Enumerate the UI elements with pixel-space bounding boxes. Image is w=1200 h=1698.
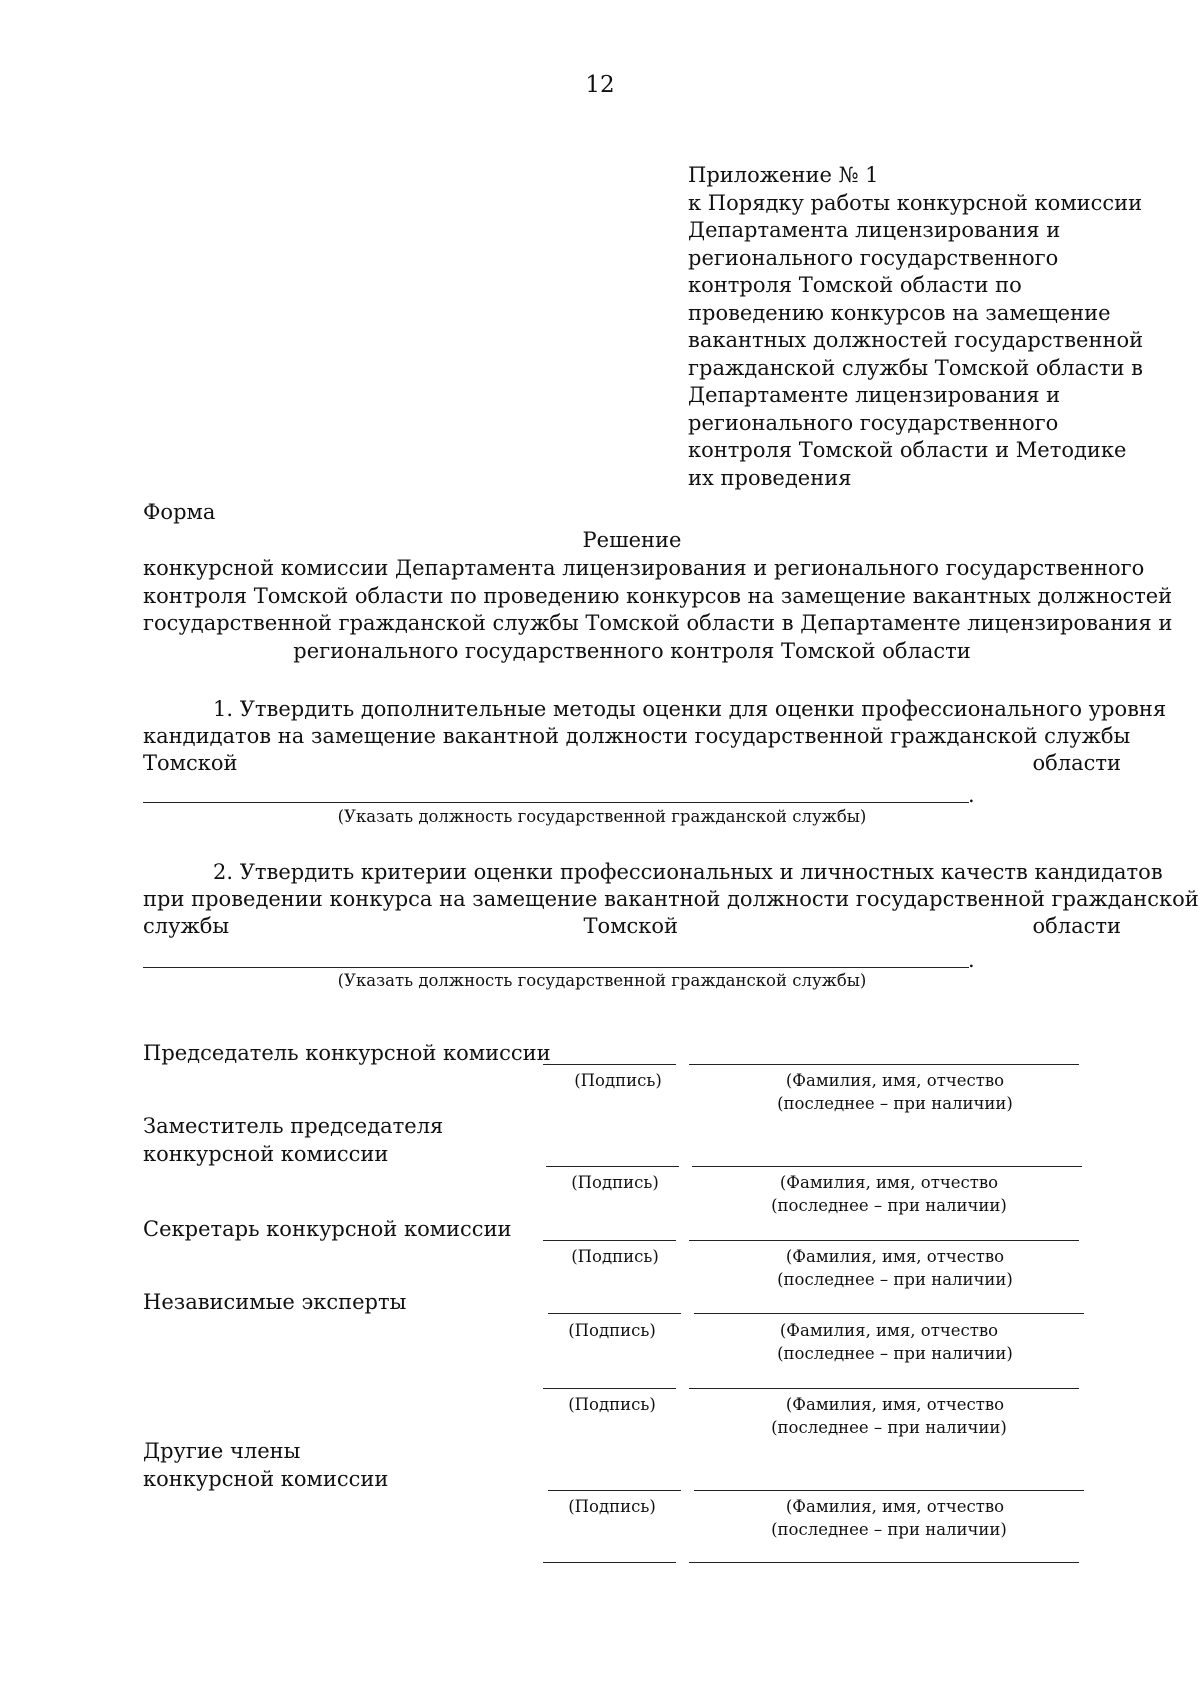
appendix-line: их проведения [688,465,852,490]
name-caption: (Фамилия, имя, отчество [779,1321,999,1340]
title-line: контроля Томской области по проведению конкурсов на замещение вакантных должностей [143,583,1173,608]
appendix-line: проведению конкурсов на замещение [688,300,1111,325]
name-caption: (последнее – при наличии) [777,1270,1013,1289]
appendix-line: регионального государственного [688,410,1059,435]
signature-line [543,1388,676,1389]
item2-line1: 2. Утвердить критерии оценки профессиональных и личностных качеств кандидатов [213,860,1163,884]
name-caption: (последнее – при наличии) [771,1418,1007,1437]
name-line [689,1240,1079,1241]
form-label: Форма [143,500,216,524]
role-chair: Председатель конкурсной комиссии [143,1041,551,1065]
role-others: конкурсной комиссии [143,1467,389,1491]
appendix-line: регионального государственного [688,245,1059,270]
signature-caption: (Подпись) [568,1395,656,1414]
role-experts: Независимые эксперты [143,1290,407,1314]
name-line [689,1388,1079,1389]
item1-period: . [968,783,975,807]
name-caption: (Фамилия, имя, отчество [785,1497,1005,1516]
role-deputy: Заместитель председателя [143,1114,444,1138]
role-others: Другие члены [143,1439,301,1463]
name-caption: (последнее – при наличии) [777,1094,1013,1113]
name-line [694,1313,1084,1314]
appendix-line: контроля Томской области по [688,273,1022,297]
item2-line2: при проведении конкурса на замещение вакантной должности государственной гражданской [143,887,1199,911]
name-caption: (Фамилия, имя, отчество [785,1071,1005,1090]
signature-line [546,1166,679,1167]
item1-caption: (Указать должность государственной гражданской службы) [337,807,867,826]
name-caption: (Фамилия, имя, отчество [779,1173,999,1192]
item2-caption: (Указать должность государственной гражданской службы) [337,971,867,990]
title-line: регионального государственного контроля Томской области [293,638,971,663]
signature-caption: (Подпись) [568,1497,656,1516]
signature-line [548,1313,681,1314]
title-line: конкурсной комиссии Департамента лицензирования и регионального государственного [143,556,1145,580]
role-deputy: конкурсной комиссии [143,1142,389,1166]
role-secretary: Секретарь конкурсной комиссии [143,1217,512,1241]
appendix-line: вакантных должностей государственной [688,328,1144,352]
decision-title [143,555,1173,665]
appendix-line: к Порядку работы конкурсной комиссии [688,190,1143,215]
item2-line3 [143,913,1121,941]
appendix-line: Департаменте лицензирования и [688,383,1061,407]
signature-caption: (Подпись) [574,1071,662,1090]
appendix-line: гражданской службы Томской области в [688,355,1143,380]
item2-position-line [143,967,969,968]
signature-line [543,1562,676,1563]
signature-line [548,1490,681,1491]
item1-line3-right: области [1032,751,1121,775]
signature-line [543,1064,676,1065]
item2-period: . [968,948,975,972]
item2-line3-mid: Томской [583,914,679,938]
name-line [692,1166,1082,1167]
name-line [694,1490,1084,1491]
item1-line1: 1. Утвердить дополнительные методы оценки для оценки профессионального уровня [213,697,1167,721]
signature-line [543,1240,676,1241]
name-line [689,1064,1079,1065]
name-caption: (последнее – при наличии) [777,1344,1013,1363]
name-line [689,1562,1079,1563]
decision-heading: Решение [582,528,682,552]
signature-caption: (Подпись) [571,1247,659,1266]
item2-line3-left: службы [143,914,230,938]
signature-caption: (Подпись) [571,1173,659,1192]
item1-line2: кандидатов на замещение вакантной должности государственной гражданской службы [143,724,1131,748]
appendix-block [688,162,1143,492]
appendix-line: Приложение № 1 [688,163,879,187]
item1-position-line [143,802,969,803]
appendix-line: контроля Томской области и Методике [688,438,1127,462]
item2-line3-right: области [1032,914,1121,938]
name-caption: (Фамилия, имя, отчество [785,1395,1005,1414]
signature-caption: (Подпись) [568,1321,656,1340]
page-number: 12 [585,72,615,98]
appendix-line: Департамента лицензирования и [688,218,1061,242]
item1-line3-left: Томской [143,751,238,775]
name-caption: (последнее – при наличии) [771,1520,1007,1539]
name-caption: (Фамилия, имя, отчество [785,1247,1005,1266]
name-caption: (последнее – при наличии) [771,1196,1007,1215]
title-line: государственной гражданской службы Томской области в Департаменте лицензирования и [143,611,1173,635]
item1-line3 [143,750,1121,778]
